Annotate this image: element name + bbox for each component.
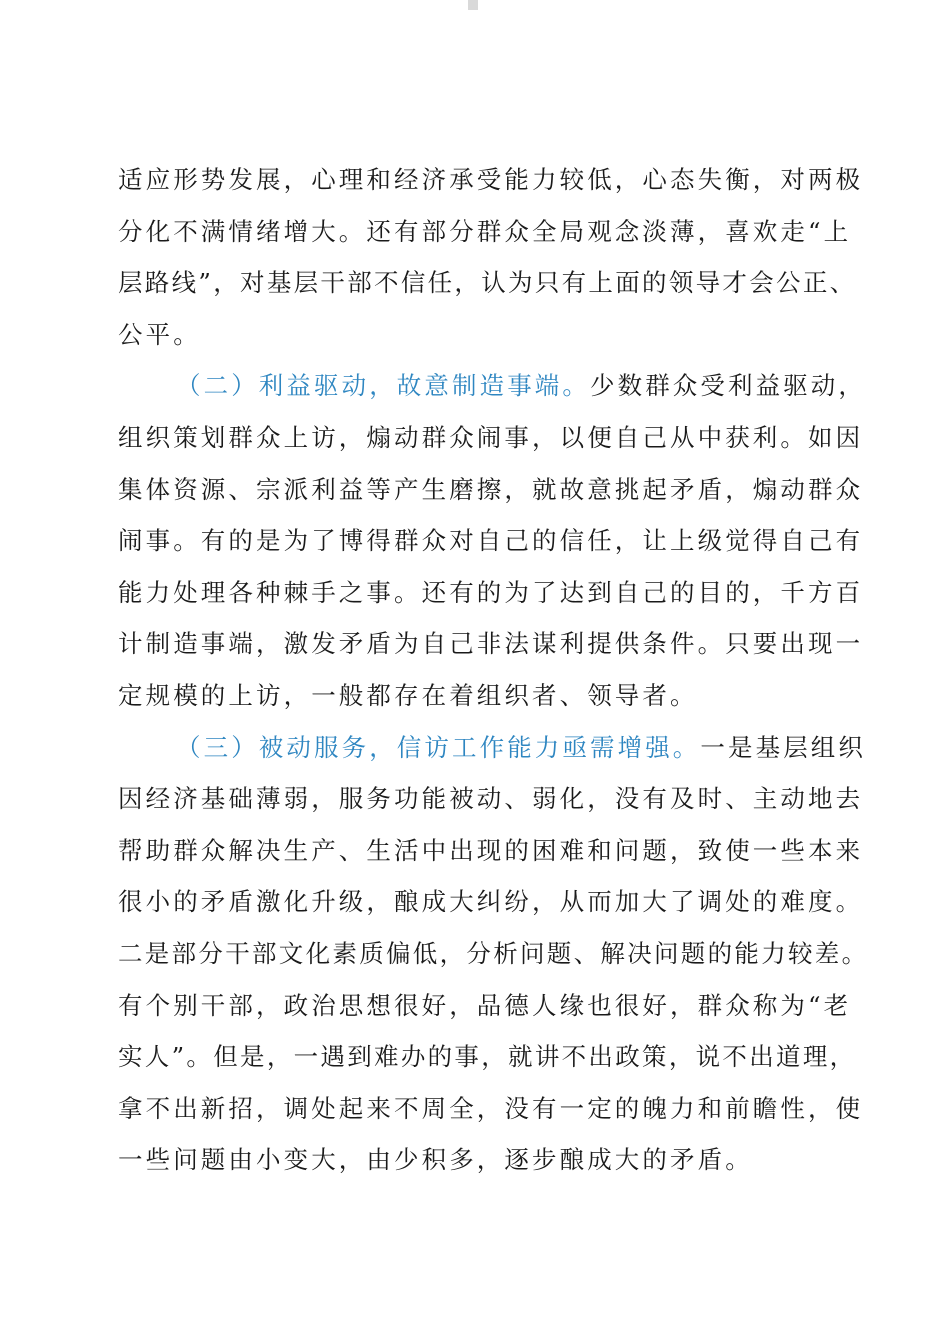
- paragraph-3: [118, 722, 869, 1186]
- text-line: 拿不出新招，调处起来不周全，没有一定的魄力和前瞻性，使: [118, 1093, 864, 1123]
- text-line: 分化不满情绪增大。还有部分群众全局观念淡薄，喜欢走“上: [118, 216, 852, 246]
- text-line: 集体资源、宗派利益等产生磨擦，就故意挑起矛盾，煽动群众: [118, 474, 864, 504]
- text-line: 闹事。有的是为了博得群众对自己的信任，让上级觉得自己有: [118, 526, 864, 556]
- paragraph-2: [118, 360, 866, 721]
- text-line: 计制造事端，激发矛盾为自己非法谋利提供条件。只要出现一: [118, 629, 864, 659]
- text-run: 一是基层组织: [700, 732, 867, 762]
- text-line: 很小的矛盾激化升级，酿成大纠纷，从而加大了调处的难度。: [118, 887, 864, 917]
- text-line: 实人”。但是，一遇到难办的事，就讲不出政策，说不出道理，: [118, 1042, 857, 1072]
- paragraph-1: [118, 154, 864, 360]
- text-line: 层路线”，对基层干部不信任，认为只有上面的领导才会公正、: [118, 268, 857, 298]
- section-heading: （二）利益驱动，故意制造事端。: [176, 371, 590, 401]
- text-line: 能力处理各种棘手之事。还有的为了达到自己的目的，千方百: [118, 577, 864, 607]
- text-line: 组织策划群众上访，煽动群众闹事，以便自己从中获利。如因: [118, 422, 864, 452]
- text-line: 一些问题由小变大，由少积多，逐步酿成大的矛盾。: [118, 1145, 753, 1175]
- page-top-marker: [468, 0, 478, 10]
- document-page: [118, 154, 869, 1186]
- text-line: 公平。: [118, 319, 201, 349]
- text-line: 适应形势发展，心理和经济承受能力较低，心态失衡，对两极: [118, 165, 864, 194]
- text-line: 因经济基础薄弱，服务功能被动、弱化，没有及时、主动地去: [118, 784, 864, 814]
- text-line: 有个别干部，政治思想很好，品德人缘也很好，群众称为“老: [118, 990, 852, 1020]
- section-heading: （三）被动服务，信访工作能力亟需增强。: [176, 732, 701, 762]
- text-line: 帮助群众解决生产、生活中出现的困难和问题，致使一些本来: [118, 835, 864, 865]
- paragraph-first-line: [118, 360, 866, 412]
- text-run: 少数群众受利益驱动，: [590, 371, 866, 401]
- text-line: 二是部分干部文化素质偏低，分析问题、解决问题的能力较差。: [118, 938, 869, 968]
- text-line: 定规模的上访，一般都存在着组织者、领导者。: [118, 680, 698, 710]
- paragraph-first-line: [118, 722, 867, 774]
